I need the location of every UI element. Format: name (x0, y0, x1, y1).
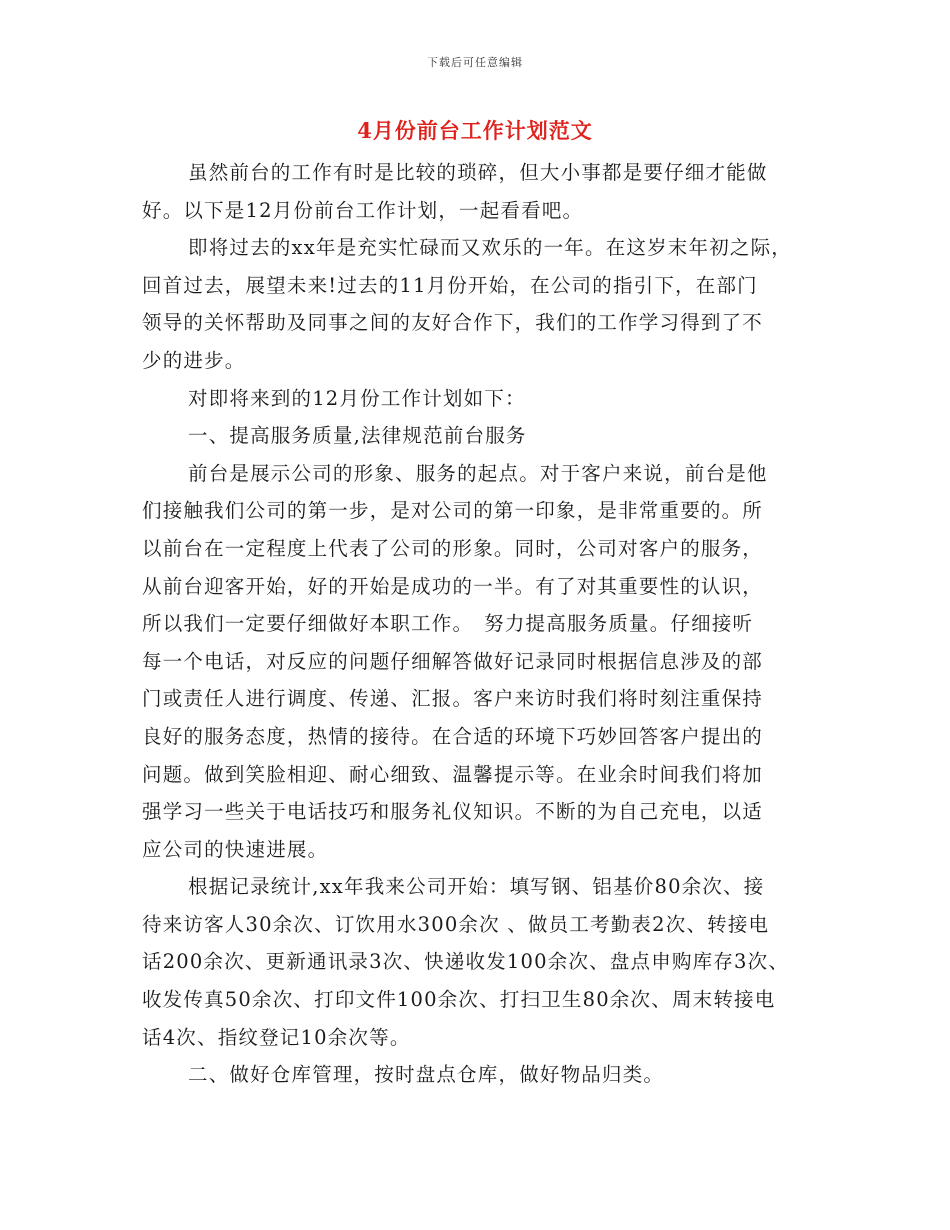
text-line: 良好的服务态度，热情的接待。在合适的环境下巧妙回答客户提出的 (142, 724, 764, 748)
text-line: 根据记录统计,xx年我来公司开始：填写钢、铝基价80余次、接 (188, 875, 765, 899)
text-line: 回首过去，展望未来!过去的11月份开始，在公司的指引下，在部门 (142, 273, 758, 297)
text-line: 好。以下是12月份前台工作计划，一起看看吧。 (142, 198, 584, 222)
text-line: 即将过去的xx年是充实忙碌而又欢乐的一年。在这岁末年初之际， (188, 236, 792, 260)
text-line: 虽然前台的工作有时是比较的琐碎，但大小事都是要仔细才能做 (188, 161, 768, 184)
text-line: 问题。做到笑脸相迎、耐心细致、温馨提示等。在业余时间我们将加 (142, 762, 764, 786)
text-line: 以前台在一定程度上代表了公司的形象。同时，公司对客户的服务， (142, 536, 764, 560)
text-line: 话4次、指纹登记10余次等。 (142, 1025, 411, 1049)
text-line: 领导的关怀帮助及同事之间的友好合作下，我们的工作学习得到了不 (142, 311, 764, 335)
text-line: 一、提高服务质量,法律规范前台服务 (188, 424, 527, 448)
text-line: 们接触我们公司的第一步，是对公司的第一印象，是非常重要的。所 (142, 499, 764, 523)
text-line: 从前台迎客开始，好的开始是成功的一半。有了对其重要性的认识， (142, 574, 764, 598)
text-line: 收发传真50余次、打印文件100余次、打扫卫生80余次、周末转接电 (142, 988, 776, 1012)
text-line: 二、做好仓库管理，按时盘点仓库，做好物品归类。 (188, 1063, 665, 1087)
text-line: 对即将来到的12月份工作计划如下： (188, 386, 526, 410)
text-line: 应公司的快速进展。 (142, 837, 329, 861)
text-line: 待来访客人30余次、订饮用水300余次 、做员工考勤表2次、转接电 (142, 912, 770, 936)
document-body (142, 154, 822, 1094)
text-line: 门或责任人进行调度、传递、汇报。客户来访时我们将时刻注重保持 (142, 687, 764, 711)
text-line: 前台是展示公司的形象、服务的起点。对于客户来说，前台是他 (188, 461, 768, 485)
header-note: 下载后可任意编辑 (427, 56, 523, 69)
text-line: 每一个电话，对反应的问题仔细解答做好记录同时根据信息涉及的部 (142, 649, 764, 673)
document-title: 4月份前台工作计划范文 (357, 118, 593, 143)
text-line: 话200余次、更新通讯录3次、快递收发100余次、盘点申购库存3次、 (142, 950, 790, 974)
text-line: 少的进步。 (142, 348, 246, 372)
text-line: 所以我们一定要仔细做好本职工作。 努力提高服务质量。仔细接听 (142, 612, 754, 636)
text-line: 强学习一些关于电话技巧和服务礼仪知识。不断的为自己充电，以适 (142, 800, 764, 824)
